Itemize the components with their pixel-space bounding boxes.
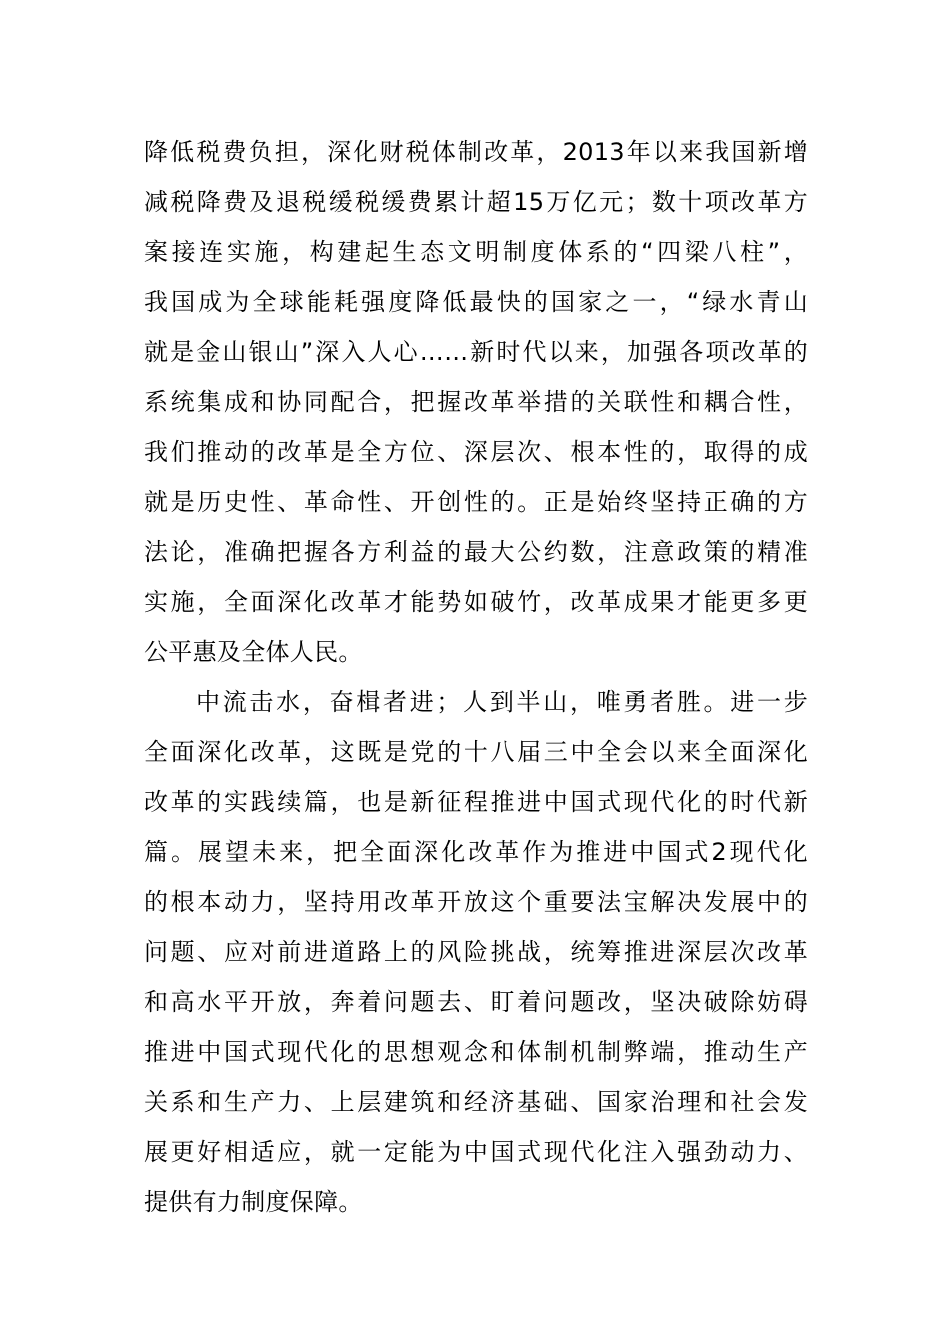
text-line: 改革的实践续篇，也是新征程推进中国式现代化的时代新 xyxy=(144,788,808,816)
text-line: 关系和生产力、上层建筑和经济基础、国家治理和社会发 xyxy=(144,1088,808,1116)
text-line: 就是金山银山”深入人心……新时代以来，加强各项改革的 xyxy=(144,338,808,366)
text-line: 法论，准确把握各方利益的最大公约数，注意政策的精准 xyxy=(144,538,808,566)
text-line: 和高水平开放，奔着问题去、盯着问题改，坚决破除妨碍 xyxy=(144,988,808,1016)
text-line: 公平惠及全体人民。 xyxy=(144,638,363,666)
text-line: 提供有力制度保障。 xyxy=(144,1188,363,1216)
text-line: 减税降费及退税缓税缓费累计超15万亿元；数十项改革方 xyxy=(144,188,808,216)
text-line: 系统集成和协同配合，把握改革举措的关联性和耦合性， xyxy=(144,388,808,416)
text-line: 实施，全面深化改革才能势如破竹，改革成果才能更多更 xyxy=(144,588,808,616)
text-line: 中流击水，奋楫者进；人到半山，唯勇者胜。进一步 xyxy=(196,688,808,716)
text-line: 就是历史性、革命性、开创性的。正是始终坚持正确的方 xyxy=(144,488,808,516)
text-line: 全面深化改革，这既是党的十八届三中全会以来全面深化 xyxy=(144,738,808,766)
text-line: 我们推动的改革是全方位、深层次、根本性的，取得的成 xyxy=(144,438,808,466)
text-line: 我国成为全球能耗强度降低最快的国家之一，“绿水青山 xyxy=(144,288,808,316)
text-line: 推进中国式现代化的思想观念和体制机制弊端，推动生产 xyxy=(144,1038,808,1066)
text-line: 降低税费负担，深化财税体制改革，2013年以来我国新增 xyxy=(144,138,808,166)
text-line: 展更好相适应，就一定能为中国式现代化注入强劲动力、 xyxy=(144,1138,808,1166)
text-line: 问题、应对前进道路上的风险挑战，统筹推进深层次改革 xyxy=(144,938,808,966)
text-line: 篇。展望未来，把全面深化改革作为推进中国式2现代化 xyxy=(144,838,808,866)
text-line: 案接连实施，构建起生态文明制度体系的“四梁八柱”， xyxy=(144,238,808,266)
text-line: 的根本动力，坚持用改革开放这个重要法宝解决发展中的 xyxy=(144,888,808,916)
